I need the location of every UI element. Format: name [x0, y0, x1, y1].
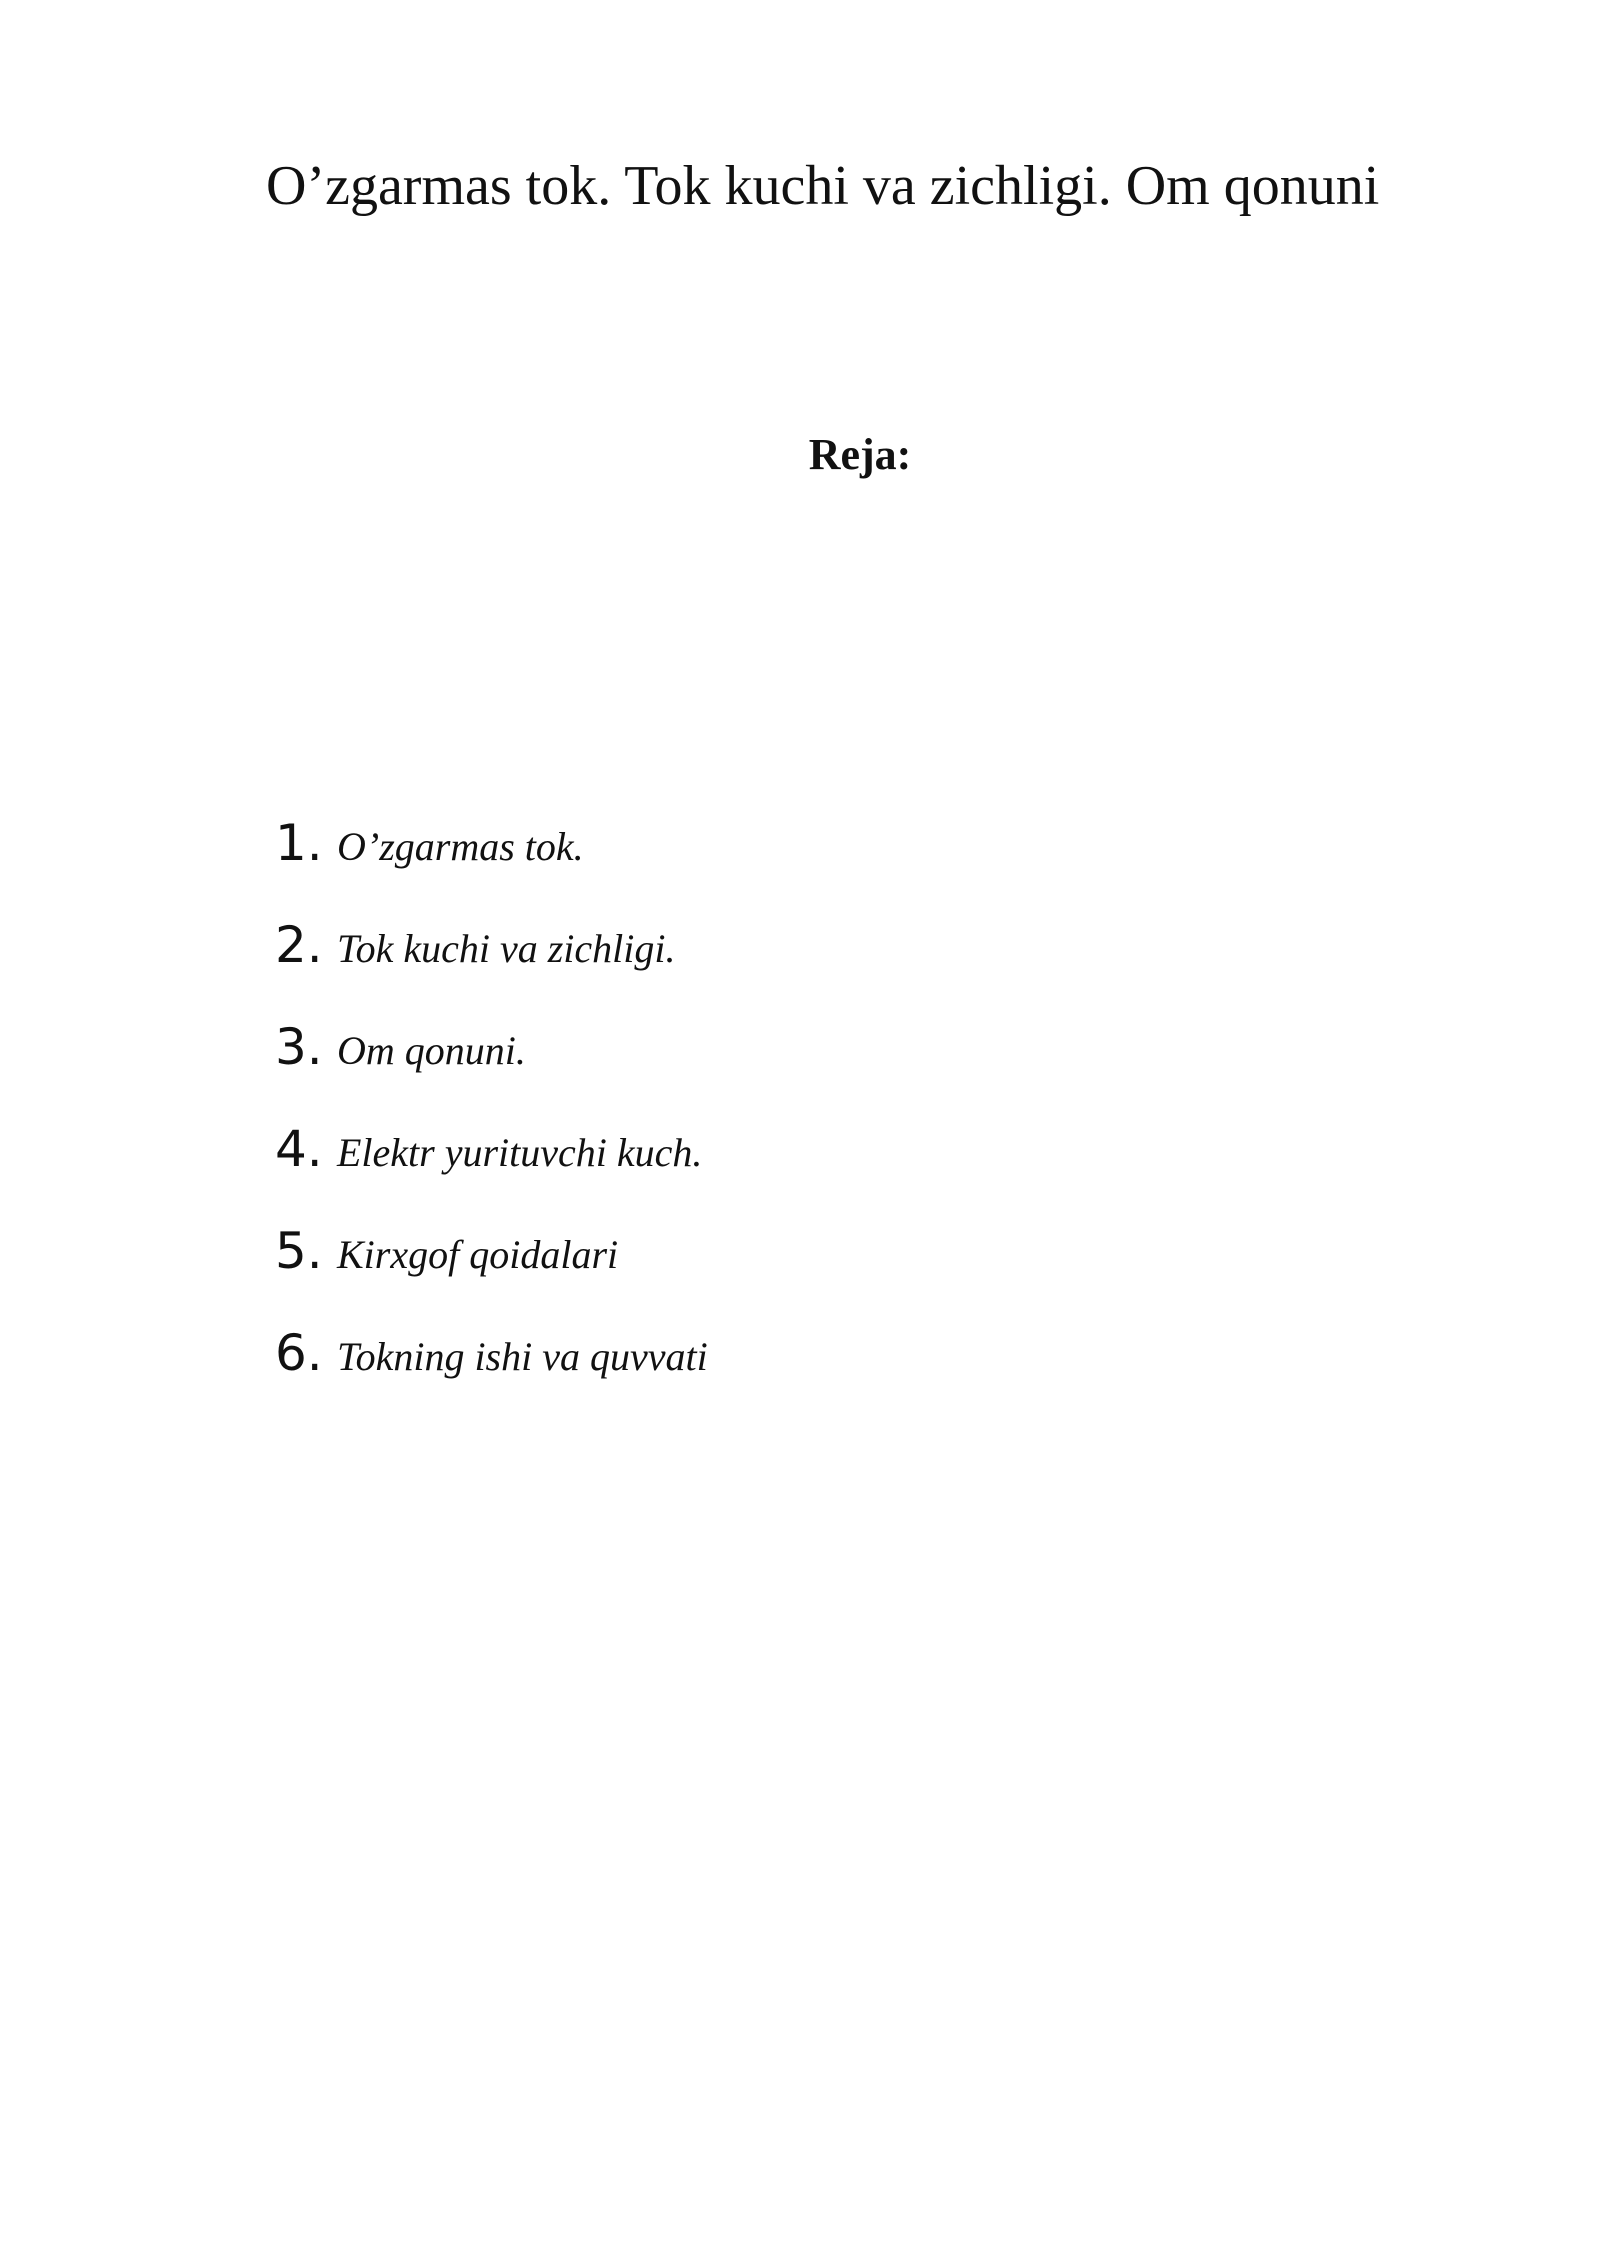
- plan-item-number: 4.: [275, 1120, 323, 1178]
- plan-item: [275, 808, 708, 910]
- plan-item: [275, 1012, 708, 1114]
- plan-item-text: Tok kuchi va zichligi.: [337, 926, 676, 971]
- plan-heading: Reja:: [808, 430, 912, 479]
- plan-item: [275, 910, 708, 1012]
- plan-item-number: 3.: [275, 1018, 323, 1076]
- plan-item-text: Tokning ishi va quvvati: [337, 1334, 708, 1379]
- plan-item: [275, 1114, 708, 1216]
- plan-item-number: 2.: [275, 916, 323, 974]
- plan-item-text: O’zgarmas tok.: [337, 824, 584, 869]
- plan-item-text: Kirxgof qoidalari: [337, 1232, 619, 1277]
- plan-list: [275, 808, 708, 1420]
- plan-item: [275, 1216, 708, 1318]
- plan-item-text: Om qonuni.: [337, 1028, 526, 1073]
- plan-item-text: Elektr yurituvchi kuch.: [337, 1130, 703, 1175]
- plan-item-number: 6.: [275, 1324, 323, 1382]
- plan-item-number: 1.: [275, 814, 323, 872]
- plan-item: [275, 1318, 708, 1420]
- plan-item-number: 5.: [275, 1222, 323, 1280]
- document-title: O’zgarmas tok. Tok kuchi va zichligi. Om qonuni: [266, 155, 1380, 217]
